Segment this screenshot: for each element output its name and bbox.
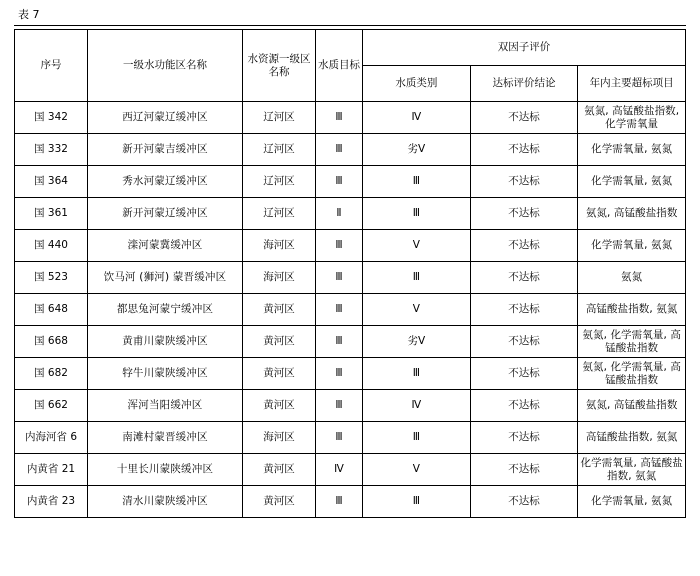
table-row xyxy=(15,230,686,262)
cell-seq: 内黄省 21 xyxy=(15,454,88,486)
cell-water-goal: Ⅳ xyxy=(316,454,363,486)
cell-eval-result: 不达标 xyxy=(470,486,578,518)
cell-resource-zone: 黄河区 xyxy=(243,390,316,422)
cell-seq: 内黄省 23 xyxy=(15,486,88,518)
cell-quality-class: Ⅲ xyxy=(363,198,471,230)
cell-seq: 国 662 xyxy=(15,390,88,422)
cell-resource-zone: 辽河区 xyxy=(243,102,316,134)
cell-seq: 国 682 xyxy=(15,358,88,390)
cell-eval-result: 不达标 xyxy=(470,262,578,294)
table-row xyxy=(15,390,686,422)
cell-zone-name: 牸牛川蒙陕缓冲区 xyxy=(88,358,243,390)
cell-water-goal: Ⅱ xyxy=(316,198,363,230)
cell-water-goal: Ⅲ xyxy=(316,294,363,326)
cell-resource-zone: 辽河区 xyxy=(243,166,316,198)
cell-eval-result: 不达标 xyxy=(470,134,578,166)
table-row xyxy=(15,134,686,166)
column-header-seq: 序号 xyxy=(15,30,88,102)
column-header-water-goal: 水质目标 xyxy=(316,30,363,102)
cell-water-goal: Ⅲ xyxy=(316,422,363,454)
table-header xyxy=(15,30,686,102)
column-header-exceed-items: 年内主要超标项目 xyxy=(578,66,686,102)
cell-resource-zone: 黄河区 xyxy=(243,326,316,358)
cell-seq: 国 342 xyxy=(15,102,88,134)
cell-exceed-items: 高锰酸盐指数, 氨氮 xyxy=(578,294,686,326)
table-row xyxy=(15,422,686,454)
cell-exceed-items: 化学需氧量, 氨氮 xyxy=(578,486,686,518)
cell-resource-zone: 黄河区 xyxy=(243,358,316,390)
cell-quality-class: Ⅲ xyxy=(363,166,471,198)
cell-seq: 国 523 xyxy=(15,262,88,294)
cell-exceed-items: 化学需氧量, 氨氮 xyxy=(578,166,686,198)
cell-resource-zone: 海河区 xyxy=(243,422,316,454)
cell-water-goal: Ⅲ xyxy=(316,486,363,518)
cell-seq: 国 440 xyxy=(15,230,88,262)
cell-resource-zone: 辽河区 xyxy=(243,198,316,230)
cell-water-goal: Ⅲ xyxy=(316,134,363,166)
cell-exceed-items: 高锰酸盐指数, 氨氮 xyxy=(578,422,686,454)
column-header-dual-factor: 双因子评价 xyxy=(363,30,686,66)
cell-seq: 国 364 xyxy=(15,166,88,198)
table-caption: 表 7 xyxy=(18,8,40,21)
cell-eval-result: 不达标 xyxy=(470,422,578,454)
cell-water-goal: Ⅲ xyxy=(316,166,363,198)
cell-quality-class: Ⅳ xyxy=(363,102,471,134)
table-row xyxy=(15,166,686,198)
cell-quality-class: 劣Ⅴ xyxy=(363,134,471,166)
cell-eval-result: 不达标 xyxy=(470,198,578,230)
cell-resource-zone: 黄河区 xyxy=(243,486,316,518)
cell-water-goal: Ⅲ xyxy=(316,326,363,358)
cell-quality-class: Ⅲ xyxy=(363,486,471,518)
column-header-zone-name: 一级水功能区名称 xyxy=(88,30,243,102)
header-row-top xyxy=(15,30,686,66)
table-row xyxy=(15,198,686,230)
cell-resource-zone: 黄河区 xyxy=(243,294,316,326)
water-function-zone-table xyxy=(14,29,686,518)
cell-eval-result: 不达标 xyxy=(470,102,578,134)
cell-exceed-items: 化学需氧量, 氨氮 xyxy=(578,230,686,262)
cell-quality-class: Ⅲ xyxy=(363,422,471,454)
cell-seq: 内海河省 6 xyxy=(15,422,88,454)
cell-zone-name: 新开河蒙吉缓冲区 xyxy=(88,134,243,166)
table-row xyxy=(15,102,686,134)
cell-zone-name: 都思兔河蒙宁缓冲区 xyxy=(88,294,243,326)
cell-zone-name: 黄甫川蒙陕缓冲区 xyxy=(88,326,243,358)
cell-zone-name: 西辽河蒙辽缓冲区 xyxy=(88,102,243,134)
cell-zone-name: 浑河当阳缓冲区 xyxy=(88,390,243,422)
cell-water-goal: Ⅲ xyxy=(316,262,363,294)
cell-quality-class: 劣Ⅴ xyxy=(363,326,471,358)
cell-seq: 国 361 xyxy=(15,198,88,230)
cell-zone-name: 新开河蒙辽缓冲区 xyxy=(88,198,243,230)
cell-eval-result: 不达标 xyxy=(470,390,578,422)
cell-water-goal: Ⅲ xyxy=(316,102,363,134)
cell-eval-result: 不达标 xyxy=(470,294,578,326)
caption-divider xyxy=(14,25,686,26)
cell-eval-result: 不达标 xyxy=(470,230,578,262)
table-row xyxy=(15,486,686,518)
cell-zone-name: 滦河蒙冀缓冲区 xyxy=(88,230,243,262)
cell-exceed-items: 氨氮, 高锰酸盐指数 xyxy=(578,198,686,230)
cell-quality-class: Ⅳ xyxy=(363,390,471,422)
cell-resource-zone: 辽河区 xyxy=(243,134,316,166)
cell-eval-result: 不达标 xyxy=(470,358,578,390)
column-header-resource-zone: 水资源一级区名称 xyxy=(243,30,316,102)
cell-seq: 国 648 xyxy=(15,294,88,326)
cell-eval-result: 不达标 xyxy=(470,454,578,486)
cell-zone-name: 南滩村蒙晋缓冲区 xyxy=(88,422,243,454)
cell-zone-name: 饮马河 (狮河) 蒙晋缓冲区 xyxy=(88,262,243,294)
cell-zone-name: 清水川蒙陕缓冲区 xyxy=(88,486,243,518)
cell-zone-name: 十里长川蒙陕缓冲区 xyxy=(88,454,243,486)
cell-seq: 国 668 xyxy=(15,326,88,358)
cell-water-goal: Ⅲ xyxy=(316,358,363,390)
cell-exceed-items: 化学需氧量, 高锰酸盐指数, 氨氮 xyxy=(578,454,686,486)
cell-quality-class: Ⅴ xyxy=(363,230,471,262)
table-row xyxy=(15,358,686,390)
column-header-eval-result: 达标评价结论 xyxy=(470,66,578,102)
table-row xyxy=(15,326,686,358)
cell-quality-class: Ⅲ xyxy=(363,358,471,390)
cell-quality-class: Ⅴ xyxy=(363,294,471,326)
cell-exceed-items: 氨氮, 高锰酸盐指数 xyxy=(578,390,686,422)
cell-resource-zone: 海河区 xyxy=(243,230,316,262)
cell-water-goal: Ⅲ xyxy=(316,230,363,262)
cell-resource-zone: 海河区 xyxy=(243,262,316,294)
table-row xyxy=(15,262,686,294)
cell-resource-zone: 黄河区 xyxy=(243,454,316,486)
cell-zone-name: 秀水河蒙辽缓冲区 xyxy=(88,166,243,198)
cell-exceed-items: 氨氮 xyxy=(578,262,686,294)
cell-exceed-items: 化学需氧量, 氨氮 xyxy=(578,134,686,166)
cell-eval-result: 不达标 xyxy=(470,326,578,358)
table-body xyxy=(15,102,686,518)
cell-quality-class: Ⅴ xyxy=(363,454,471,486)
table-row xyxy=(15,294,686,326)
cell-eval-result: 不达标 xyxy=(470,166,578,198)
cell-seq: 国 332 xyxy=(15,134,88,166)
cell-water-goal: Ⅲ xyxy=(316,390,363,422)
cell-exceed-items: 氨氮, 化学需氧量, 高锰酸盐指数 xyxy=(578,358,686,390)
table-row xyxy=(15,454,686,486)
column-header-quality-class: 水质类别 xyxy=(363,66,471,102)
cell-quality-class: Ⅲ xyxy=(363,262,471,294)
cell-exceed-items: 氨氮, 化学需氧量, 高锰酸盐指数 xyxy=(578,326,686,358)
cell-exceed-items: 氨氮, 高锰酸盐指数, 化学需氧量 xyxy=(578,102,686,134)
